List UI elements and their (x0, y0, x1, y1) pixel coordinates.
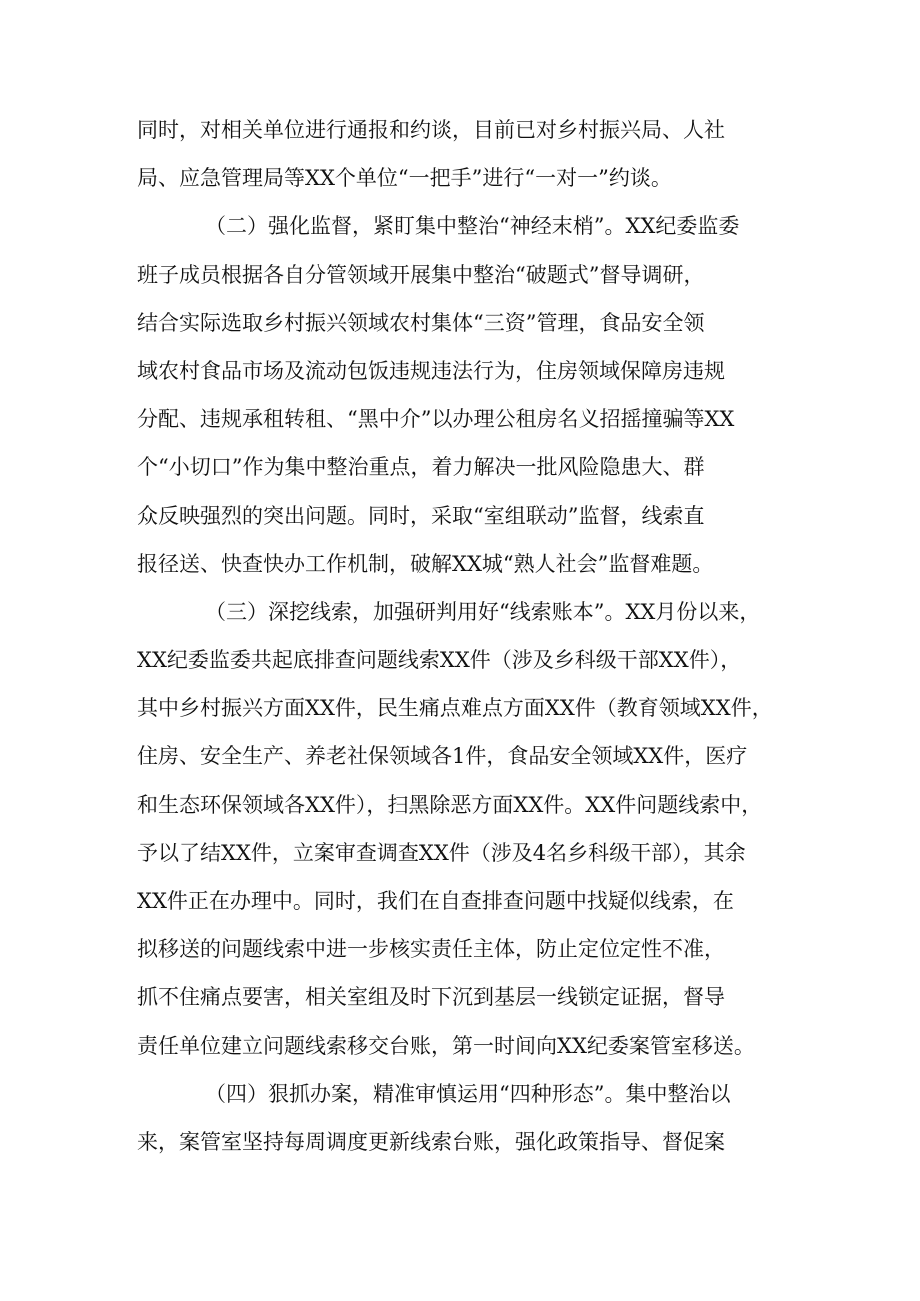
body-text (137, 106, 797, 1166)
text-line: 住房、安全生产、养老社保领域各1件，食品安全领域XX件，医疗 (137, 744, 748, 769)
text-line: XX纪委监委共起底排查问题线索XX件（涉及乡科级干部XX件）， (137, 648, 742, 673)
text-line: 拟移送的问题线索中进一步核实责任主体，防止定位定性不准， (137, 937, 725, 962)
text-line: 报径送、快查快办工作机制，破解XX城“熟人社会”监督难题。 (137, 551, 714, 576)
text-line: 和生态环保领域各XX件），扫黑除恶方面XX件。XX件问题线索中， (137, 792, 763, 817)
text-line: 同时，对相关单位进行通报和约谈，目前已对乡村振兴局、人社 (137, 118, 725, 142)
text-line: 局、应急管理局等XX个单位“一把手”进行“一对一”约谈。 (137, 166, 672, 191)
text-line: 域农村食品市场及流动包饭违规违法行为，住房领域保障房违规 (137, 358, 725, 383)
text-line: 个“小切口”作为集中整治重点，着力解决一批风险隐患大、群 (137, 455, 705, 480)
text-line: 众反映强烈的突出问题。同时，采取“室组联动”监督，线索直 (137, 503, 705, 528)
text-line: 其中乡村振兴方面XX件，民生痛点难点方面XX件（教育领域XX件， (137, 696, 773, 721)
text-line: 分配、违规承租转租、“黑中介”以办理公租房名义招摇撞骗等XX (137, 407, 735, 432)
text-line: 予以了结XX件，立案审查调查XX件（涉及4名乡科级干部），其余 (137, 840, 746, 865)
text-line: 班子成员根据各自分管领域开展集中整治“破题式”督导调研， (137, 262, 705, 287)
section-heading-line: （四）狠抓办案，精准审慎运用“四种形态”。集中整治以 (205, 1081, 731, 1106)
text-line: 责任单位建立问题线索移交台账，第一时间向XX纪委案管室移送。 (137, 1033, 755, 1058)
text-line: 来，案管室坚持每周调度更新线索台账，强化政策指导、督促案 (137, 1129, 725, 1154)
text-line: 结合实际选取乡村振兴领域农村集体“三资”管理，食品安全领 (137, 310, 705, 335)
text-line: 抓不住痛点要害，相关室组及时下沉到基层一线锁定证据，督导 (137, 985, 725, 1010)
text-line: XX件正在办理中。同时，我们在自查排查问题中找疑似线索，在 (137, 889, 734, 913)
section-heading-line: （二）强化监督，紧盯集中整治“神经末梢”。XX纪委监委 (205, 214, 740, 239)
section-heading-line: （三）深挖线索，加强研判用好“线索账本”。XX月份以来， (205, 599, 761, 624)
